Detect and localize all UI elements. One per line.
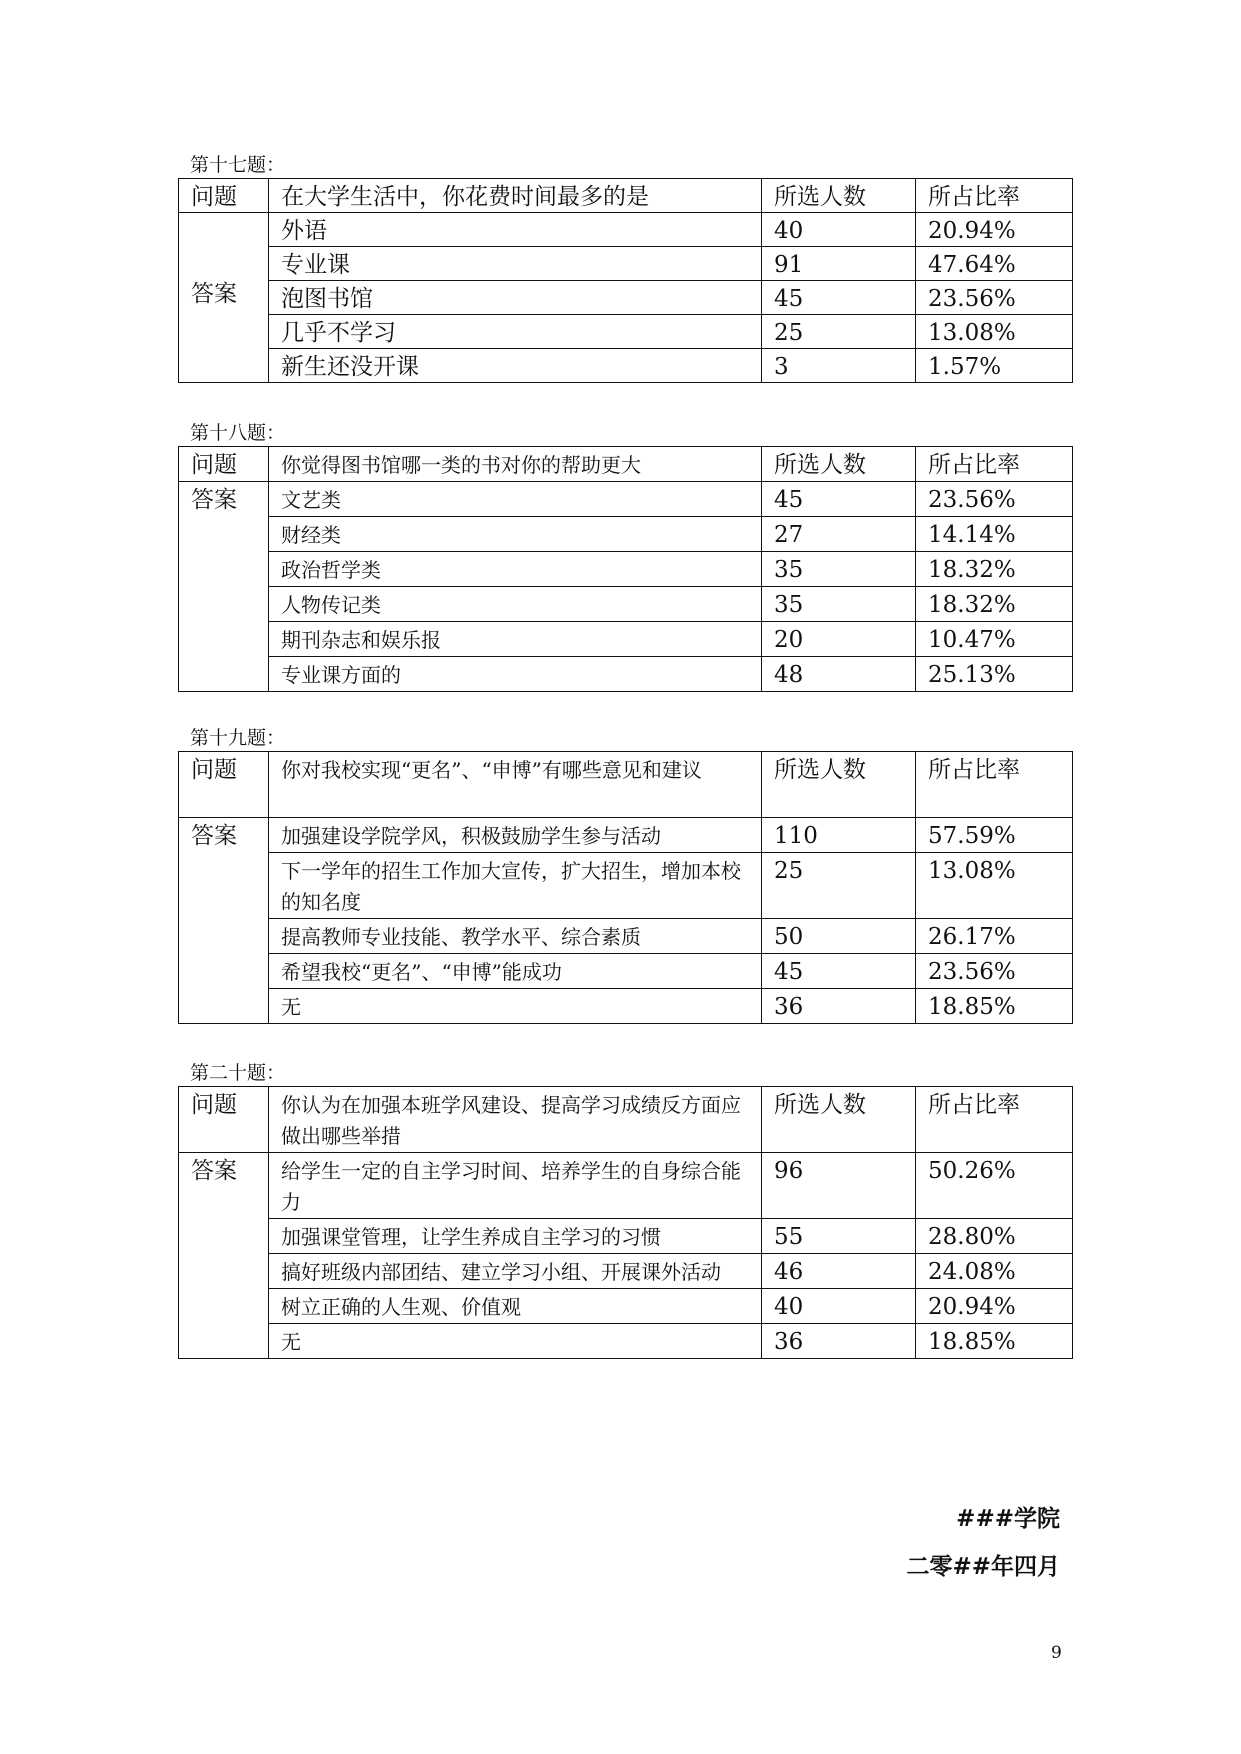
question-text: 你对我校实现“更名”、“申博”有哪些意见和建议 (269, 752, 762, 818)
question-text: 你认为在加强本班学风建设、提高学习成绩反方面应做出哪些举措 (269, 1087, 762, 1153)
answer-count: 45 (762, 954, 916, 989)
question-18-section (178, 420, 1072, 692)
answer-count: 40 (762, 1289, 916, 1324)
answer-rate: 28.80% (916, 1219, 1073, 1254)
answer-text: 政治哲学类 (269, 552, 762, 587)
question-text: 你觉得图书馆哪一类的书对你的帮助更大 (269, 447, 762, 482)
answer-text: 专业课 (269, 247, 762, 281)
answer-rate: 18.32% (916, 587, 1073, 622)
question-19-section (178, 725, 1072, 1024)
page-number: 9 (1051, 1643, 1062, 1663)
question-17-section (178, 152, 1072, 383)
answer-text: 泡图书馆 (269, 281, 762, 315)
answer-count: 55 (762, 1219, 916, 1254)
answer-label: 答案 (179, 818, 269, 1024)
answer-rate: 50.26% (916, 1153, 1073, 1219)
answer-count: 3 (762, 349, 916, 383)
answer-text: 加强课堂管理，让学生养成自主学习的习惯 (269, 1219, 762, 1254)
answer-rate: 23.56% (916, 281, 1073, 315)
answer-count: 25 (762, 853, 916, 919)
answer-count: 36 (762, 989, 916, 1024)
answer-text: 几乎不学习 (269, 315, 762, 349)
answer-count: 46 (762, 1254, 916, 1289)
table-row (179, 853, 1073, 919)
table-header-row (179, 1087, 1073, 1153)
table-row (179, 247, 1073, 281)
table-row (179, 1254, 1073, 1289)
signature-org: ###学院 (956, 1506, 1060, 1532)
answer-rate: 20.94% (916, 213, 1073, 247)
answer-rate: 14.14% (916, 517, 1073, 552)
answer-rate: 18.85% (916, 1324, 1073, 1359)
table-row (179, 1153, 1073, 1219)
rate-header: 所占比率 (916, 179, 1073, 213)
answer-rate: 10.47% (916, 622, 1073, 657)
answer-text: 专业课方面的 (269, 657, 762, 692)
table-row (179, 517, 1073, 552)
question-20-title: 第二十题： (190, 1062, 286, 1084)
question-19-title: 第十九题： (190, 727, 286, 749)
answer-text: 新生还没开课 (269, 349, 762, 383)
table-header-row (179, 752, 1073, 818)
answer-count: 35 (762, 587, 916, 622)
question-17-title: 第十七题： (190, 154, 286, 176)
answer-rate: 25.13% (916, 657, 1073, 692)
question-label: 问题 (179, 179, 269, 213)
answer-rate: 13.08% (916, 315, 1073, 349)
table-row (179, 818, 1073, 853)
count-header: 所选人数 (762, 179, 916, 213)
answer-label: 答案 (179, 1153, 269, 1359)
answer-text: 文艺类 (269, 482, 762, 517)
table-row (179, 989, 1073, 1024)
answer-rate: 13.08% (916, 853, 1073, 919)
answer-text: 希望我校“更名”、“申博”能成功 (269, 954, 762, 989)
table-row (179, 657, 1073, 692)
answer-text: 搞好班级内部团结、建立学习小组、开展课外活动 (269, 1254, 762, 1289)
question-20-section (178, 1060, 1072, 1359)
table-row (179, 1324, 1073, 1359)
table-row (179, 349, 1073, 383)
answer-rate: 57.59% (916, 818, 1073, 853)
answer-text: 提高教师专业技能、教学水平、综合素质 (269, 919, 762, 954)
answer-text: 财经类 (269, 517, 762, 552)
table-row (179, 919, 1073, 954)
count-header: 所选人数 (762, 1087, 916, 1153)
answer-count: 45 (762, 281, 916, 315)
table-row (179, 1219, 1073, 1254)
answer-rate: 23.56% (916, 954, 1073, 989)
answer-count: 27 (762, 517, 916, 552)
question-label: 问题 (179, 752, 269, 818)
answer-count: 91 (762, 247, 916, 281)
table-row (179, 622, 1073, 657)
answer-rate: 18.85% (916, 989, 1073, 1024)
answer-text: 下一学年的招生工作加大宣传，扩大招生，增加本校的知名度 (269, 853, 762, 919)
answer-count: 50 (762, 919, 916, 954)
answer-count: 25 (762, 315, 916, 349)
answer-text: 外语 (269, 213, 762, 247)
answer-rate: 24.08% (916, 1254, 1073, 1289)
rate-header: 所占比率 (916, 447, 1073, 482)
rate-header: 所占比率 (916, 752, 1073, 818)
answer-text: 人物传记类 (269, 587, 762, 622)
answer-count: 36 (762, 1324, 916, 1359)
answer-rate: 26.17% (916, 919, 1073, 954)
table-row (179, 1289, 1073, 1324)
answer-text: 无 (269, 1324, 762, 1359)
answer-text: 无 (269, 989, 762, 1024)
table-header-row (179, 447, 1073, 482)
question-label: 问题 (179, 447, 269, 482)
answer-count: 20 (762, 622, 916, 657)
answer-count: 35 (762, 552, 916, 587)
answer-rate: 1.57% (916, 349, 1073, 383)
question-17-table (178, 178, 1073, 383)
table-row (179, 482, 1073, 517)
signature-date: 二零##年四月 (906, 1554, 1060, 1580)
answer-count: 110 (762, 818, 916, 853)
count-header: 所选人数 (762, 752, 916, 818)
table-row (179, 315, 1073, 349)
table-row (179, 213, 1073, 247)
table-row (179, 281, 1073, 315)
answer-count: 48 (762, 657, 916, 692)
question-label: 问题 (179, 1087, 269, 1153)
rate-header: 所占比率 (916, 1087, 1073, 1153)
answer-text: 树立正确的人生观、价值观 (269, 1289, 762, 1324)
question-text: 在大学生活中，你花费时间最多的是 (269, 179, 762, 213)
answer-count: 40 (762, 213, 916, 247)
answer-text: 加强建设学院学风，积极鼓励学生参与活动 (269, 818, 762, 853)
question-18-table (178, 446, 1073, 692)
answer-rate: 18.32% (916, 552, 1073, 587)
question-18-title: 第十八题： (190, 422, 286, 444)
answer-rate: 47.64% (916, 247, 1073, 281)
answer-text: 给学生一定的自主学习时间、培养学生的自身综合能力 (269, 1153, 762, 1219)
answer-text: 期刊杂志和娱乐报 (269, 622, 762, 657)
answer-rate: 20.94% (916, 1289, 1073, 1324)
answer-count: 96 (762, 1153, 916, 1219)
table-row (179, 552, 1073, 587)
answer-rate: 23.56% (916, 482, 1073, 517)
count-header: 所选人数 (762, 447, 916, 482)
table-row (179, 587, 1073, 622)
table-header-row (179, 179, 1073, 213)
answer-count: 45 (762, 482, 916, 517)
answer-label: 答案 (179, 482, 269, 692)
answer-label: 答案 (179, 213, 269, 383)
question-20-table (178, 1086, 1073, 1359)
table-row (179, 954, 1073, 989)
question-19-table (178, 751, 1073, 1024)
